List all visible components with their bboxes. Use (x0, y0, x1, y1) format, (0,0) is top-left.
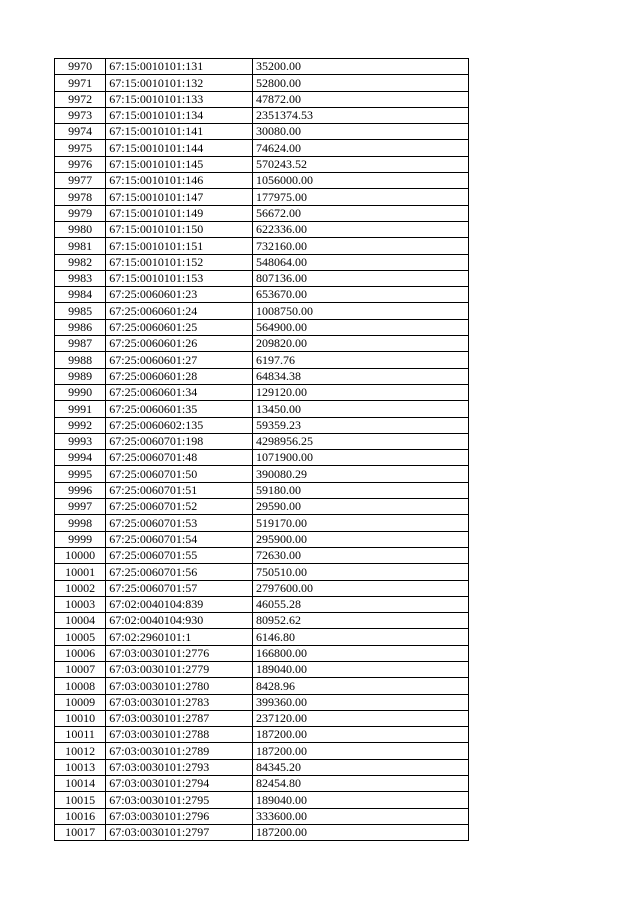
cadastral-number-cell: 67:03:0030101:2788 (106, 727, 253, 743)
value-cell: 35200.00 (252, 59, 468, 75)
table-row (55, 710, 469, 726)
row-number-cell: 9988 (55, 352, 106, 368)
cadastral-number-cell: 67:15:0010101:152 (106, 254, 253, 270)
row-number-cell: 10006 (55, 645, 106, 661)
value-cell: 47872.00 (252, 91, 468, 107)
value-cell: 237120.00 (252, 710, 468, 726)
row-number-cell: 9984 (55, 287, 106, 303)
cadastral-number-cell: 67:25:0060701:55 (106, 547, 253, 563)
value-cell: 6146.80 (252, 629, 468, 645)
cadastral-number-cell: 67:03:0030101:2793 (106, 759, 253, 775)
cadastral-number-cell: 67:03:0030101:2795 (106, 792, 253, 808)
value-cell: 1071900.00 (252, 450, 468, 466)
table-row (55, 531, 469, 547)
table-row (55, 515, 469, 531)
value-cell: 807136.00 (252, 270, 468, 286)
cadastral-number-cell: 67:15:0010101:153 (106, 270, 253, 286)
table-row (55, 466, 469, 482)
table-row (55, 629, 469, 645)
cadastral-number-cell: 67:03:0030101:2783 (106, 694, 253, 710)
value-cell: 46055.28 (252, 596, 468, 612)
table-row (55, 75, 469, 91)
table-row (55, 482, 469, 498)
row-number-cell: 10015 (55, 792, 106, 808)
row-number-cell: 9978 (55, 189, 106, 205)
row-number-cell: 9970 (55, 59, 106, 75)
value-cell: 4298956.25 (252, 433, 468, 449)
row-number-cell: 10016 (55, 808, 106, 824)
cadastral-number-cell: 67:03:0030101:2794 (106, 776, 253, 792)
row-number-cell: 10004 (55, 613, 106, 629)
row-number-cell: 9973 (55, 107, 106, 123)
value-cell: 399360.00 (252, 694, 468, 710)
row-number-cell: 9990 (55, 384, 106, 400)
row-number-cell: 10009 (55, 694, 106, 710)
cadastral-number-cell: 67:03:0030101:2787 (106, 710, 253, 726)
table-row (55, 352, 469, 368)
row-number-cell: 10011 (55, 727, 106, 743)
row-number-cell: 9985 (55, 303, 106, 319)
value-cell: 2797600.00 (252, 580, 468, 596)
table-row (55, 596, 469, 612)
row-number-cell: 9992 (55, 417, 106, 433)
table-row (55, 124, 469, 140)
value-cell: 189040.00 (252, 792, 468, 808)
value-cell: 82454.80 (252, 776, 468, 792)
table-row (55, 205, 469, 221)
cadastral-number-cell: 67:03:0030101:2797 (106, 824, 253, 840)
cadastral-number-cell: 67:25:0060701:50 (106, 466, 253, 482)
row-number-cell: 9971 (55, 75, 106, 91)
table-row (55, 91, 469, 107)
cadastral-number-cell: 67:25:0060601:26 (106, 336, 253, 352)
value-cell: 653670.00 (252, 287, 468, 303)
cadastral-number-cell: 67:15:0010101:149 (106, 205, 253, 221)
cadastral-number-cell: 67:15:0010101:150 (106, 221, 253, 237)
value-cell: 177975.00 (252, 189, 468, 205)
row-number-cell: 9975 (55, 140, 106, 156)
row-number-cell: 10002 (55, 580, 106, 596)
value-cell: 59180.00 (252, 482, 468, 498)
row-number-cell: 9997 (55, 499, 106, 515)
value-cell: 80952.62 (252, 613, 468, 629)
row-number-cell: 10014 (55, 776, 106, 792)
cadastral-number-cell: 67:03:0030101:2796 (106, 808, 253, 824)
row-number-cell: 9976 (55, 156, 106, 172)
table-row (55, 140, 469, 156)
row-number-cell: 9981 (55, 238, 106, 254)
cadastral-number-cell: 67:25:0060601:34 (106, 384, 253, 400)
row-number-cell: 10012 (55, 743, 106, 759)
row-number-cell: 10010 (55, 710, 106, 726)
value-cell: 570243.52 (252, 156, 468, 172)
table-row (55, 792, 469, 808)
value-cell: 732160.00 (252, 238, 468, 254)
value-cell: 52800.00 (252, 75, 468, 91)
row-number-cell: 10008 (55, 678, 106, 694)
cadastral-number-cell: 67:15:0010101:146 (106, 173, 253, 189)
table-row (55, 743, 469, 759)
row-number-cell: 9996 (55, 482, 106, 498)
cadastral-number-cell: 67:25:0060701:198 (106, 433, 253, 449)
cadastral-number-cell: 67:15:0010101:151 (106, 238, 253, 254)
value-cell: 295900.00 (252, 531, 468, 547)
value-cell: 8428.96 (252, 678, 468, 694)
table-row (55, 107, 469, 123)
row-number-cell: 9982 (55, 254, 106, 270)
row-number-cell: 9993 (55, 433, 106, 449)
cadastral-number-cell: 67:25:0060601:23 (106, 287, 253, 303)
table-row (55, 808, 469, 824)
table-row (55, 661, 469, 677)
row-number-cell: 9980 (55, 221, 106, 237)
table-row (55, 613, 469, 629)
cadastral-number-cell: 67:25:0060601:27 (106, 352, 253, 368)
value-cell: 64834.38 (252, 368, 468, 384)
value-cell: 59359.23 (252, 417, 468, 433)
table-row (55, 173, 469, 189)
table-row (55, 238, 469, 254)
value-cell: 187200.00 (252, 824, 468, 840)
value-cell: 84345.20 (252, 759, 468, 775)
cadastral-number-cell: 67:15:0010101:145 (106, 156, 253, 172)
table-row (55, 319, 469, 335)
cadastral-number-cell: 67:03:0030101:2789 (106, 743, 253, 759)
cadastral-number-cell: 67:25:0060701:57 (106, 580, 253, 596)
value-cell: 6197.76 (252, 352, 468, 368)
table-row (55, 499, 469, 515)
table-row (55, 417, 469, 433)
cadastral-value-table (54, 58, 469, 841)
row-number-cell: 10003 (55, 596, 106, 612)
cadastral-number-cell: 67:03:0030101:2780 (106, 678, 253, 694)
row-number-cell: 9977 (55, 173, 106, 189)
value-cell: 519170.00 (252, 515, 468, 531)
table-row (55, 580, 469, 596)
cadastral-number-cell: 67:15:0010101:147 (106, 189, 253, 205)
table-row (55, 59, 469, 75)
table-row (55, 287, 469, 303)
table-row (55, 645, 469, 661)
table-row (55, 401, 469, 417)
value-cell: 1008750.00 (252, 303, 468, 319)
table-row (55, 564, 469, 580)
row-number-cell: 9972 (55, 91, 106, 107)
table-row (55, 824, 469, 840)
value-cell: 564900.00 (252, 319, 468, 335)
table-row (55, 189, 469, 205)
row-number-cell: 9991 (55, 401, 106, 417)
row-number-cell: 10007 (55, 661, 106, 677)
value-cell: 189040.00 (252, 661, 468, 677)
table-row (55, 759, 469, 775)
table-body (55, 59, 469, 841)
table-row (55, 384, 469, 400)
table-row (55, 776, 469, 792)
table-row (55, 254, 469, 270)
cadastral-number-cell: 67:15:0010101:144 (106, 140, 253, 156)
row-number-cell: 9987 (55, 336, 106, 352)
table-row (55, 303, 469, 319)
cadastral-number-cell: 67:03:0030101:2779 (106, 661, 253, 677)
row-number-cell: 9999 (55, 531, 106, 547)
cadastral-number-cell: 67:25:0060701:51 (106, 482, 253, 498)
cadastral-number-cell: 67:02:0040104:839 (106, 596, 253, 612)
value-cell: 750510.00 (252, 564, 468, 580)
cadastral-number-cell: 67:25:0060601:35 (106, 401, 253, 417)
cadastral-number-cell: 67:02:2960101:1 (106, 629, 253, 645)
value-cell: 333600.00 (252, 808, 468, 824)
table-row (55, 433, 469, 449)
row-number-cell: 10001 (55, 564, 106, 580)
table-row (55, 547, 469, 563)
row-number-cell: 9974 (55, 124, 106, 140)
row-number-cell: 9994 (55, 450, 106, 466)
row-number-cell: 9979 (55, 205, 106, 221)
cadastral-number-cell: 67:15:0010101:131 (106, 59, 253, 75)
value-cell: 56672.00 (252, 205, 468, 221)
table-row (55, 678, 469, 694)
row-number-cell: 10013 (55, 759, 106, 775)
row-number-cell: 9995 (55, 466, 106, 482)
value-cell: 30080.00 (252, 124, 468, 140)
value-cell: 166800.00 (252, 645, 468, 661)
value-cell: 187200.00 (252, 727, 468, 743)
cadastral-number-cell: 67:25:0060602:135 (106, 417, 253, 433)
cadastral-number-cell: 67:25:0060601:25 (106, 319, 253, 335)
value-cell: 1056000.00 (252, 173, 468, 189)
table-row (55, 270, 469, 286)
row-number-cell: 9983 (55, 270, 106, 286)
row-number-cell: 10017 (55, 824, 106, 840)
row-number-cell: 10005 (55, 629, 106, 645)
table-row (55, 450, 469, 466)
cadastral-number-cell: 67:15:0010101:132 (106, 75, 253, 91)
cadastral-number-cell: 67:15:0010101:134 (106, 107, 253, 123)
cadastral-number-cell: 67:25:0060701:53 (106, 515, 253, 531)
table-row (55, 368, 469, 384)
cadastral-number-cell: 67:25:0060701:52 (106, 499, 253, 515)
cadastral-number-cell: 67:25:0060701:54 (106, 531, 253, 547)
table-row (55, 156, 469, 172)
table-row (55, 336, 469, 352)
value-cell: 2351374.53 (252, 107, 468, 123)
row-number-cell: 10000 (55, 547, 106, 563)
cadastral-number-cell: 67:25:0060601:28 (106, 368, 253, 384)
cadastral-number-cell: 67:02:0040104:930 (106, 613, 253, 629)
cadastral-number-cell: 67:03:0030101:2776 (106, 645, 253, 661)
value-cell: 622336.00 (252, 221, 468, 237)
value-cell: 390080.29 (252, 466, 468, 482)
value-cell: 72630.00 (252, 547, 468, 563)
row-number-cell: 9986 (55, 319, 106, 335)
row-number-cell: 9989 (55, 368, 106, 384)
cadastral-number-cell: 67:25:0060701:48 (106, 450, 253, 466)
row-number-cell: 9998 (55, 515, 106, 531)
table-row (55, 727, 469, 743)
value-cell: 187200.00 (252, 743, 468, 759)
table-row (55, 221, 469, 237)
value-cell: 13450.00 (252, 401, 468, 417)
value-cell: 29590.00 (252, 499, 468, 515)
table-row (55, 694, 469, 710)
cadastral-number-cell: 67:15:0010101:133 (106, 91, 253, 107)
value-cell: 209820.00 (252, 336, 468, 352)
cadastral-number-cell: 67:25:0060701:56 (106, 564, 253, 580)
value-cell: 548064.00 (252, 254, 468, 270)
cadastral-number-cell: 67:25:0060601:24 (106, 303, 253, 319)
value-cell: 74624.00 (252, 140, 468, 156)
value-cell: 129120.00 (252, 384, 468, 400)
cadastral-number-cell: 67:15:0010101:141 (106, 124, 253, 140)
